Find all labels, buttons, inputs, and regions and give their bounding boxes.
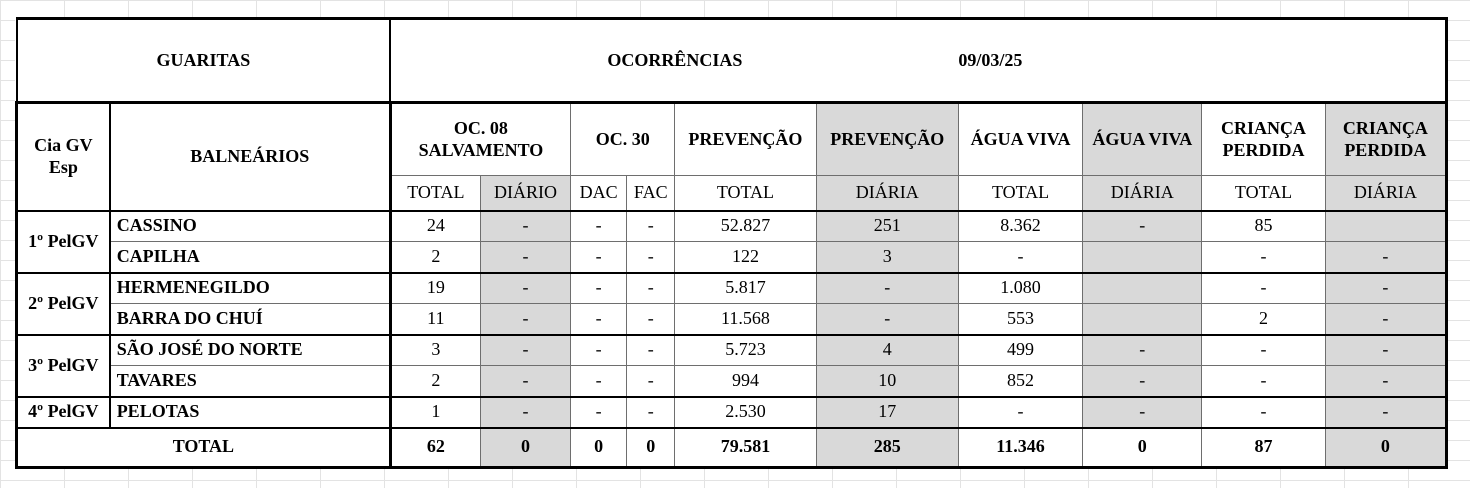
cell: 1 [390, 397, 480, 428]
table-row [17, 335, 1447, 366]
group-label: 2º PelGV [17, 273, 110, 335]
total-cell: 79.581 [675, 428, 816, 468]
cell: - [627, 335, 675, 366]
cell: - [480, 335, 570, 366]
cell: - [1202, 397, 1325, 428]
oc30-header: OC. 30 [571, 103, 675, 176]
beach-name: CAPILHA [110, 242, 391, 273]
total-cell: 0 [1325, 428, 1446, 468]
cell: - [1202, 366, 1325, 397]
total-cell: 0 [627, 428, 675, 468]
cell: 11 [390, 304, 480, 335]
crianca-total-header: CRIANÇA PERDIDA [1202, 103, 1325, 176]
cell [1083, 242, 1202, 273]
total-cell: 11.346 [958, 428, 1082, 468]
cell: - [480, 211, 570, 242]
cell: 1.080 [958, 273, 1082, 304]
cell: 3 [390, 335, 480, 366]
table-row [17, 366, 1447, 397]
total-cell: 87 [1202, 428, 1325, 468]
agua-viva-total-header: ÁGUA VIVA [958, 103, 1082, 176]
cell: 553 [958, 304, 1082, 335]
report-date: 09/03/25 [958, 19, 1446, 103]
table-row [17, 273, 1447, 304]
cell: 2.530 [675, 397, 816, 428]
cell: - [480, 242, 570, 273]
cell: - [816, 304, 958, 335]
total-cell: 0 [480, 428, 570, 468]
table-row [17, 242, 1447, 273]
cell: 994 [675, 366, 816, 397]
beach-name: HERMENEGILDO [110, 273, 391, 304]
cell [1083, 304, 1202, 335]
cell: 24 [390, 211, 480, 242]
dac-subheader: DAC [571, 176, 627, 211]
cell: 52.827 [675, 211, 816, 242]
cell: 17 [816, 397, 958, 428]
beach-name: SÃO JOSÉ DO NORTE [110, 335, 391, 366]
beach-name: PELOTAS [110, 397, 391, 428]
cell: - [480, 273, 570, 304]
cell: 2 [390, 366, 480, 397]
cell: - [1325, 242, 1446, 273]
cia-header: Cia GV Esp [17, 103, 110, 211]
diario-subheader: DIÁRIO [480, 176, 570, 211]
diaria-subheader: DIÁRIA [1325, 176, 1446, 211]
cell: 11.568 [675, 304, 816, 335]
cell: - [816, 273, 958, 304]
guaritas-title: GUARITAS [17, 19, 391, 103]
prevencao-total-header: PREVENÇÃO [675, 103, 816, 176]
cell [1083, 273, 1202, 304]
cell: 499 [958, 335, 1082, 366]
cell: 122 [675, 242, 816, 273]
cell: 2 [1202, 304, 1325, 335]
cell: - [627, 304, 675, 335]
cell: - [627, 366, 675, 397]
cell: 8.362 [958, 211, 1082, 242]
cell: - [480, 304, 570, 335]
cell: 3 [816, 242, 958, 273]
group-label: 1º PelGV [17, 211, 110, 273]
cell: - [1325, 273, 1446, 304]
cell: - [627, 397, 675, 428]
cell: 852 [958, 366, 1082, 397]
cell: - [571, 366, 627, 397]
cell: - [958, 397, 1082, 428]
cell: - [627, 273, 675, 304]
cell: 19 [390, 273, 480, 304]
cell: - [1202, 242, 1325, 273]
cell: - [571, 397, 627, 428]
total-label: TOTAL [17, 428, 391, 468]
cell: - [1325, 366, 1446, 397]
crianca-diaria-header: CRIANÇA PERDIDA [1325, 103, 1446, 176]
balnearios-header: BALNEÁRIOS [110, 103, 391, 211]
cell [1325, 211, 1446, 242]
cell: - [627, 242, 675, 273]
prevencao-diaria-header: PREVENÇÃO [816, 103, 958, 176]
cell: - [571, 304, 627, 335]
total-subheader: TOTAL [390, 176, 480, 211]
cell: - [480, 366, 570, 397]
cell: - [1083, 211, 1202, 242]
table-row [17, 397, 1447, 428]
total-subheader: TOTAL [1202, 176, 1325, 211]
cell: - [571, 273, 627, 304]
cell: - [958, 242, 1082, 273]
group-label: 3º PelGV [17, 335, 110, 397]
cell: - [1202, 335, 1325, 366]
cell: - [1083, 397, 1202, 428]
cell: 4 [816, 335, 958, 366]
total-subheader: TOTAL [958, 176, 1082, 211]
occurrences-table [15, 17, 1448, 469]
total-row [17, 428, 1447, 468]
cell: - [1325, 335, 1446, 366]
total-cell: 62 [390, 428, 480, 468]
cell: - [1325, 304, 1446, 335]
table-row [17, 304, 1447, 335]
beach-name: BARRA DO CHUÍ [110, 304, 391, 335]
title-row [17, 19, 1447, 103]
cell: - [1083, 366, 1202, 397]
oc08-header: OC. 08 SALVAMENTO [390, 103, 570, 176]
cell: - [1083, 335, 1202, 366]
cell: 10 [816, 366, 958, 397]
cell: - [480, 397, 570, 428]
cell: 2 [390, 242, 480, 273]
cell: - [571, 335, 627, 366]
cell: - [571, 211, 627, 242]
table-row [17, 211, 1447, 242]
total-cell: 285 [816, 428, 958, 468]
cell: - [1325, 397, 1446, 428]
total-subheader: TOTAL [675, 176, 816, 211]
cell: 5.723 [675, 335, 816, 366]
beach-name: CASSINO [110, 211, 391, 242]
cell: - [571, 242, 627, 273]
cell: - [1202, 273, 1325, 304]
beach-name: TAVARES [110, 366, 391, 397]
total-cell: 0 [1083, 428, 1202, 468]
cell: 85 [1202, 211, 1325, 242]
cell: - [627, 211, 675, 242]
agua-viva-diaria-header: ÁGUA VIVA [1083, 103, 1202, 176]
group-label: 4º PelGV [17, 397, 110, 428]
diaria-subheader: DIÁRIA [816, 176, 958, 211]
total-cell: 0 [571, 428, 627, 468]
diaria-subheader: DIÁRIA [1083, 176, 1202, 211]
cell: 251 [816, 211, 958, 242]
ocorrencias-title: OCORRÊNCIAS [390, 19, 958, 103]
fac-subheader: FAC [627, 176, 675, 211]
cell: 5.817 [675, 273, 816, 304]
header-row [17, 103, 1447, 176]
